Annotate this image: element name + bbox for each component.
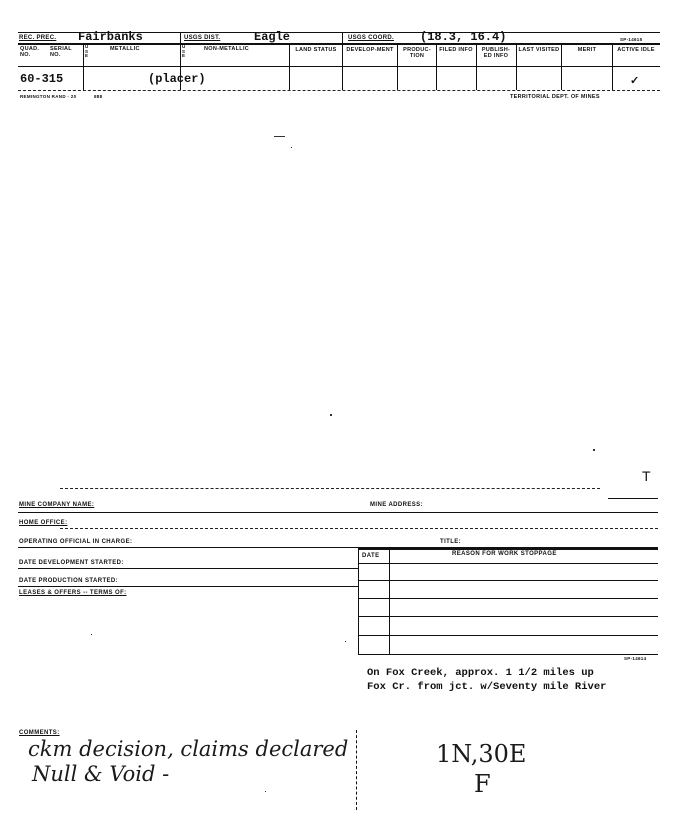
header-bottom-rule (18, 43, 660, 45)
date-development-label: DATE DEVELOPMENT STARTED: (19, 560, 124, 566)
stoppage-top-rule (358, 548, 658, 550)
col-active-idle: ACTIVE IDLE (617, 47, 655, 53)
stoppage-row-rule (358, 563, 658, 564)
corner-rule (608, 498, 658, 499)
comments-divider (356, 730, 357, 810)
col-use-2: U S E (182, 44, 186, 58)
stoppage-bottom-rule (358, 654, 658, 655)
col-filed-info: FILED INFO (439, 47, 473, 53)
rule (18, 512, 658, 513)
stray-mark (593, 449, 595, 451)
grid-reference: 1N,30E (436, 740, 527, 768)
mine-company-name-label: MINE COMPANY NAME: (19, 502, 95, 508)
col-development: DEVELOP-MENT (346, 47, 394, 53)
col-published-info: PUBLISH-ED INFO (481, 47, 511, 59)
col-quad-no: QUAD. NO. (20, 46, 40, 58)
col-non-metallic: NON-METALLIC (204, 46, 250, 52)
stray-mark (330, 414, 332, 416)
columns-bottom-rule (18, 66, 660, 67)
mine-address-label: MINE ADDRESS: (370, 502, 423, 508)
stoppage-row-rule (358, 616, 658, 617)
printer-code: 888 (94, 94, 103, 99)
leases-offers-label: LEASES & OFFERS -- TERMS OF: (19, 590, 127, 596)
usgs-coord-label: USGS COORD. (348, 35, 394, 41)
quad-serial-value: 60-315 (20, 72, 64, 86)
department-label: TERRITORIAL DEPT. OF MINES (510, 94, 600, 100)
stoppage-row-rule (358, 635, 658, 636)
stray-mark (291, 147, 292, 148)
home-office-label: HOME OFFICE: (19, 520, 68, 526)
metallic-value: (placer) (148, 72, 206, 86)
active-idle-check: ✓ (630, 75, 640, 87)
stray-mark (91, 634, 92, 635)
usgs-dist-label: USGS DIST. (184, 35, 221, 41)
rec-prec-value: Fairbanks (78, 30, 143, 44)
col-production: PRODUC-TION (403, 47, 431, 59)
col-serial-no: SERIAL NO. (50, 46, 72, 58)
comments-handwriting-line-1: ckm decision, claims declared (28, 737, 349, 761)
usgs-coord-value: (18.3, 16.4) (420, 30, 507, 44)
col-last-visited: LAST VISITED (518, 47, 560, 53)
col-land-status: LAND STATUS (295, 47, 337, 53)
printer-label: REMINGTON RAND - 20 (20, 94, 77, 99)
stray-mark (274, 136, 285, 137)
col-use-1: U S E (85, 44, 89, 58)
grid-letter: F (474, 770, 491, 798)
card-bottom-dashed-rule (18, 90, 660, 91)
home-office-line (60, 528, 658, 529)
corner-mark: T (642, 468, 651, 484)
date-production-label: DATE PRODUCTION STARTED: (19, 578, 119, 584)
stoppage-date-label: DATE (362, 553, 380, 559)
rule (18, 568, 358, 569)
rule (18, 586, 358, 587)
col-merit: MERIT (577, 47, 597, 53)
title-label: TITLE: (440, 539, 462, 545)
form-number-top: SP-14615 (620, 37, 643, 42)
operating-official-label: OPERATING OFFICIAL IN CHARGE: (19, 539, 133, 545)
stray-mark (345, 641, 346, 642)
stoppage-reason-label: REASON FOR WORK STOPPAGE (452, 551, 557, 557)
form-number-bottom: SP-14614 (624, 656, 647, 661)
stray-mark (265, 791, 266, 792)
usgs-dist-value: Eagle (254, 30, 291, 44)
col-divider (342, 32, 343, 90)
location-line-2: Fox Cr. from jct. w/Seventy mile River (367, 681, 607, 693)
comments-handwriting-line-2: Null & Void - (32, 762, 170, 786)
col-metallic: METALLIC (110, 46, 140, 52)
stoppage-row-rule (358, 598, 658, 599)
lower-form-top-dashed (60, 488, 600, 489)
location-line-1: On Fox Creek, approx. 1 1/2 miles up (367, 667, 594, 679)
stoppage-row-rule (358, 580, 658, 581)
comments-label: COMMENTS: (19, 730, 60, 736)
rec-prec-label: REC. PREC. (19, 35, 57, 41)
